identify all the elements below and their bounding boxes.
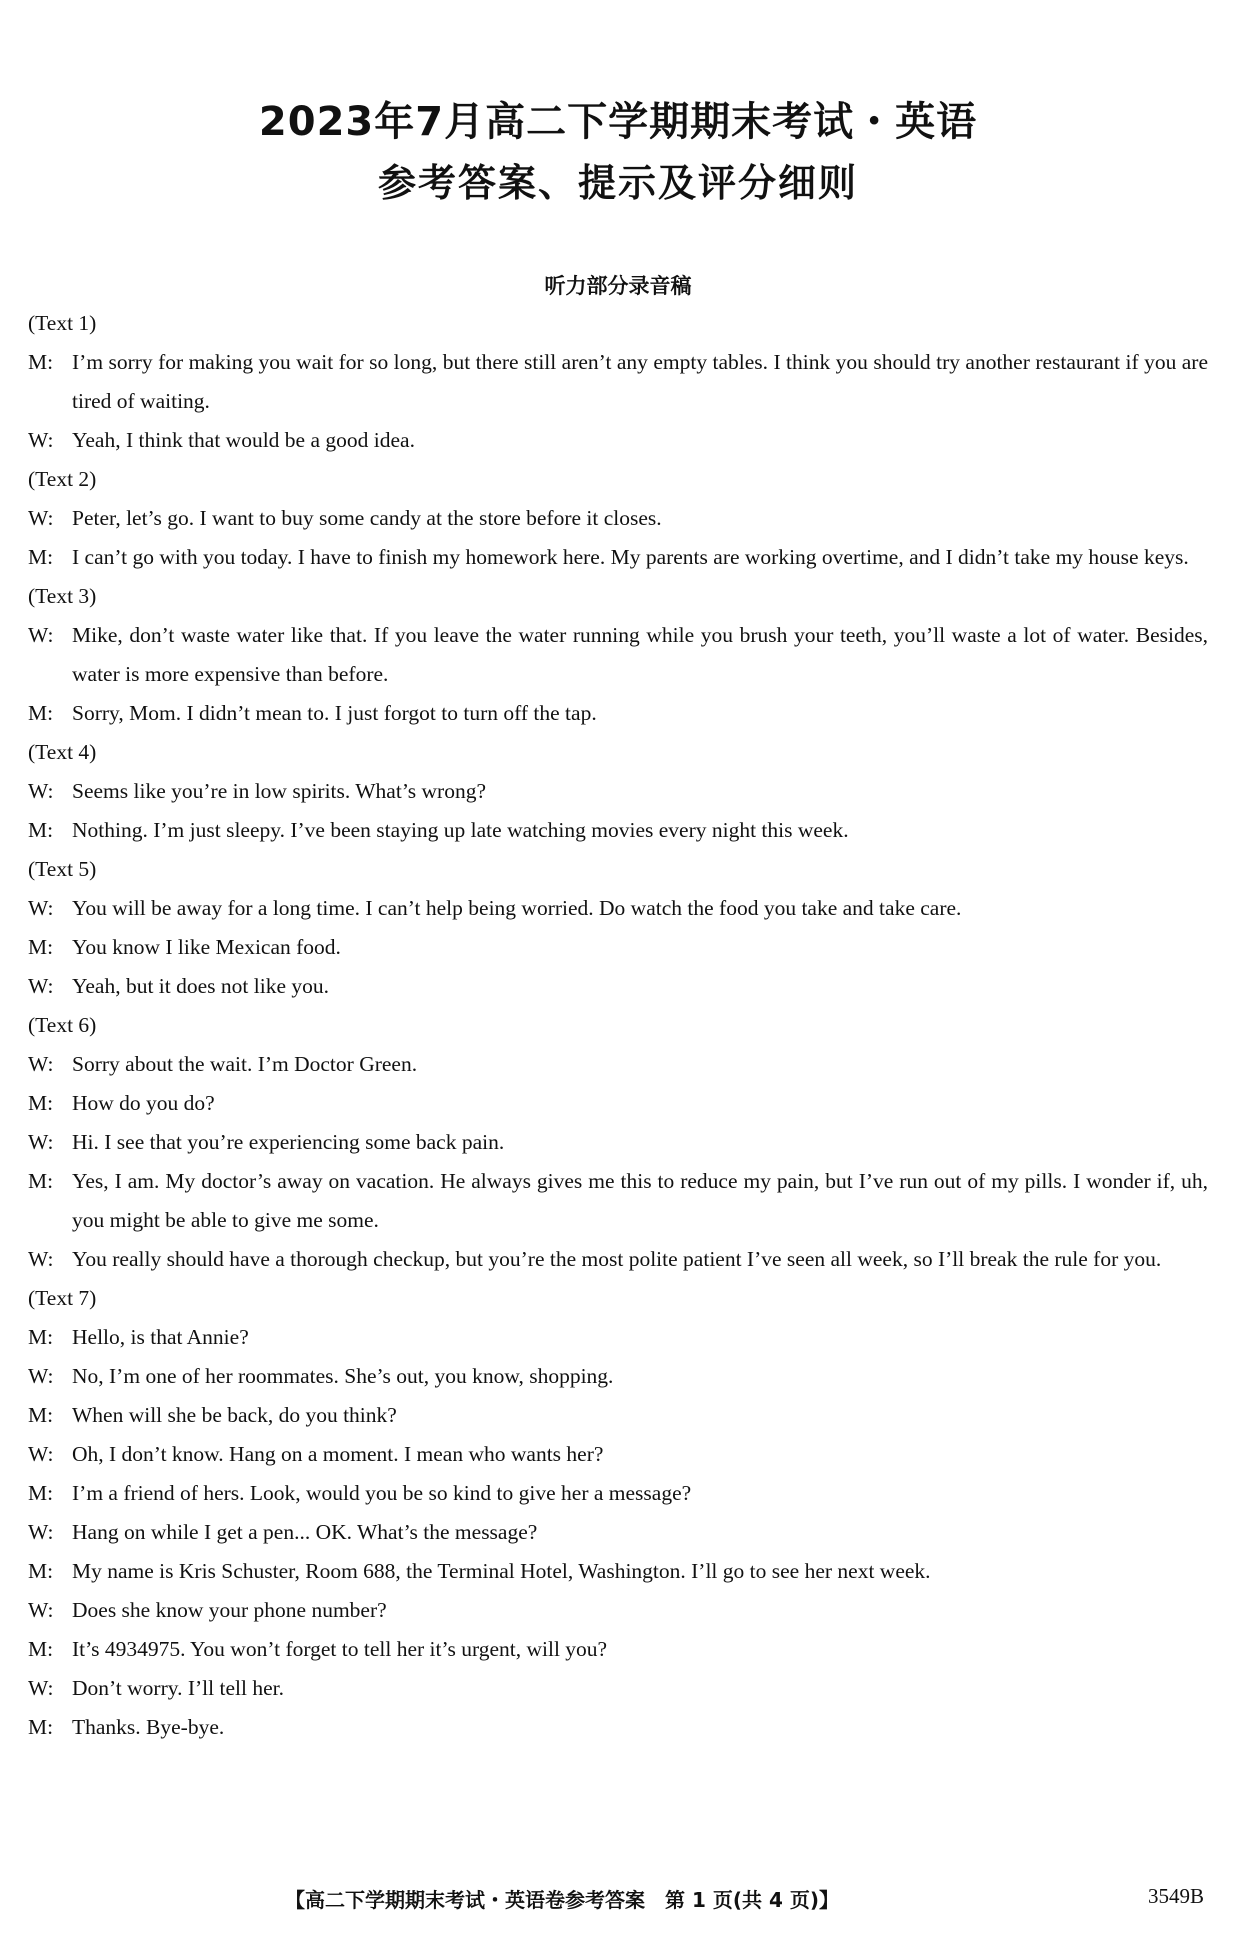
speaker-label: M: [28,818,54,842]
dialogue-text: My name is Kris Schuster, Room 688, the Terminal Hotel, Washington. I’ll go to see her next week. [72,1559,931,1583]
speaker-label: M: [28,1481,54,1505]
dialogue-text: How do you do? [72,1091,215,1115]
dialogue-text: Hang on while I get a pen... OK. What’s the message? [72,1520,538,1544]
dialogue-text: Does she know your phone number? [72,1598,387,1622]
speaker-label: W: [28,1598,54,1622]
speaker-label: W: [28,1052,54,1076]
dialogue-text: When will she be back, do you think? [72,1403,397,1427]
dialogue-text: No, I’m one of her roommates. She’s out, you know, shopping. [72,1364,614,1388]
speaker-label: M: [28,701,54,725]
speaker-label: W: [28,1364,54,1388]
dialogue-text: Sorry, Mom. I didn’t mean to. I just forgot to turn off the tap. [72,701,597,725]
dialogue-text: You really should have a thorough checkup, but you’re the most polite patient I’ve seen all week, so I’ll break the rule for you. [72,1247,1162,1271]
dialogue-line [28,889,1208,928]
text-label: (Text 7) [28,1286,97,1310]
dialogue-text: It’s 4934975. You won’t forget to tell her it’s urgent, will you? [72,1637,608,1661]
text-label: (Text 6) [28,1013,97,1037]
text-label: (Text 2) [28,467,97,491]
speaker-label: W: [28,779,54,803]
speaker-label: M: [28,1169,54,1193]
dialogue-line [28,811,1208,850]
dialogue-text: Seems like you’re in low spirits. What’s wrong? [72,779,487,803]
dialogue-line [28,1474,1208,1513]
dialogue-line [28,1396,1208,1435]
dialogue-text: Oh, I don’t know. Hang on a moment. I mean who wants her? [72,1442,604,1466]
dialogue-line [28,1357,1208,1396]
speaker-label: W: [28,623,54,647]
speaker-label: M: [28,545,54,569]
dialogue-line [28,1630,1208,1669]
speaker-label: W: [28,506,54,530]
dialogue-line [28,1669,1208,1708]
dialogue-line [28,1591,1208,1630]
dialogue-line [28,967,1208,1006]
speaker-label: W: [28,428,54,452]
dialogue-line [28,1084,1208,1123]
speaker-label: W: [28,1130,54,1154]
speaker-label: W: [28,1247,54,1271]
dialogue-line [28,538,1208,577]
dialogue-text: Thanks. Bye-bye. [72,1715,225,1739]
dialogue-line [28,772,1208,811]
text-label: (Text 5) [28,857,97,881]
dialogue-text: You will be away for a long time. I can’t help being worried. Do watch the food you take and take care. [72,896,962,920]
footer-code: 3549B [1148,1884,1205,1908]
dialogue-text: Sorry about the wait. I’m Doctor Green. [72,1052,418,1076]
dialogue-text: I’m sorry for making you wait for so long, but there still aren’t any empty tables. I think you should try another restaurant if you are tired of waiting. [72,350,1208,413]
speaker-label: M: [28,1559,54,1583]
text-label: (Text 1) [28,311,97,335]
dialogue-line [28,1435,1208,1474]
text-label: (Text 4) [28,740,97,764]
page-subtitle: 参考答案、提示及评分细则 [377,161,858,205]
dialogue-text: You know I like Mexican food. [72,935,341,959]
speaker-label: M: [28,1637,54,1661]
dialogue-text: Peter, let’s go. I want to buy some candy at the store before it closes. [72,506,662,530]
dialogue-text: Nothing. I’m just sleepy. I’ve been staying up late watching movies every night this week. [72,818,849,842]
speaker-label: M: [28,350,54,374]
speaker-label: M: [28,1091,54,1115]
speaker-label: M: [28,1403,54,1427]
transcript [28,304,1208,1747]
dialogue-line [28,694,1208,733]
dialogue-text: Yes, I am. My doctor’s away on vacation. He always gives me this to reduce my pain, but I’ve run out of my pills. I wonder if, uh, you might be able to give me some. [72,1169,1208,1232]
dialogue-text: I can’t go with you today. I have to finish my homework here. My parents are working overtime, and I didn’t take my house keys. [72,545,1189,569]
footer-page-info: 【高二下学期期末考试・英语卷参考答案 第 1 页(共 4 页)】 [285,1888,839,1912]
speaker-label: M: [28,1325,54,1349]
dialogue-text: Hi. I see that you’re experiencing some back pain. [72,1130,505,1154]
dialogue-text: Mike, don’t waste water like that. If you leave the water running while you brush your teeth, you’ll waste a lot of water. Besides, water is more expensive than before. [72,623,1208,686]
dialogue-line [28,1552,1208,1591]
dialogue-line [28,1162,1208,1240]
speaker-label: M: [28,935,54,959]
section-title: 听力部分录音稿 [544,274,692,298]
dialogue-line [28,343,1208,421]
speaker-label: W: [28,896,54,920]
dialogue-line [28,1240,1208,1279]
text-label: (Text 3) [28,584,97,608]
speaker-label: W: [28,974,54,998]
dialogue-text: Yeah, but it does not like you. [72,974,330,998]
dialogue-line [28,1123,1208,1162]
dialogue-text: Yeah, I think that would be a good idea. [72,428,415,452]
dialogue-line [28,1045,1208,1084]
dialogue-line [28,421,1208,460]
dialogue-line [28,1708,1208,1747]
speaker-label: W: [28,1676,54,1700]
dialogue-text: Don’t worry. I’ll tell her. [72,1676,284,1700]
speaker-label: M: [28,1715,54,1739]
dialogue-line [28,928,1208,967]
dialogue-line [28,499,1208,538]
dialogue-line [28,616,1208,694]
dialogue-line [28,1513,1208,1552]
speaker-label: W: [28,1442,54,1466]
speaker-label: W: [28,1520,54,1544]
dialogue-text: I’m a friend of hers. Look, would you be so kind to give her a message? [72,1481,692,1505]
dialogue-text: Hello, is that Annie? [72,1325,249,1349]
dialogue-line [28,1318,1208,1357]
page-title: 2023年7月高二下学期期末考试・英语 [258,99,978,145]
